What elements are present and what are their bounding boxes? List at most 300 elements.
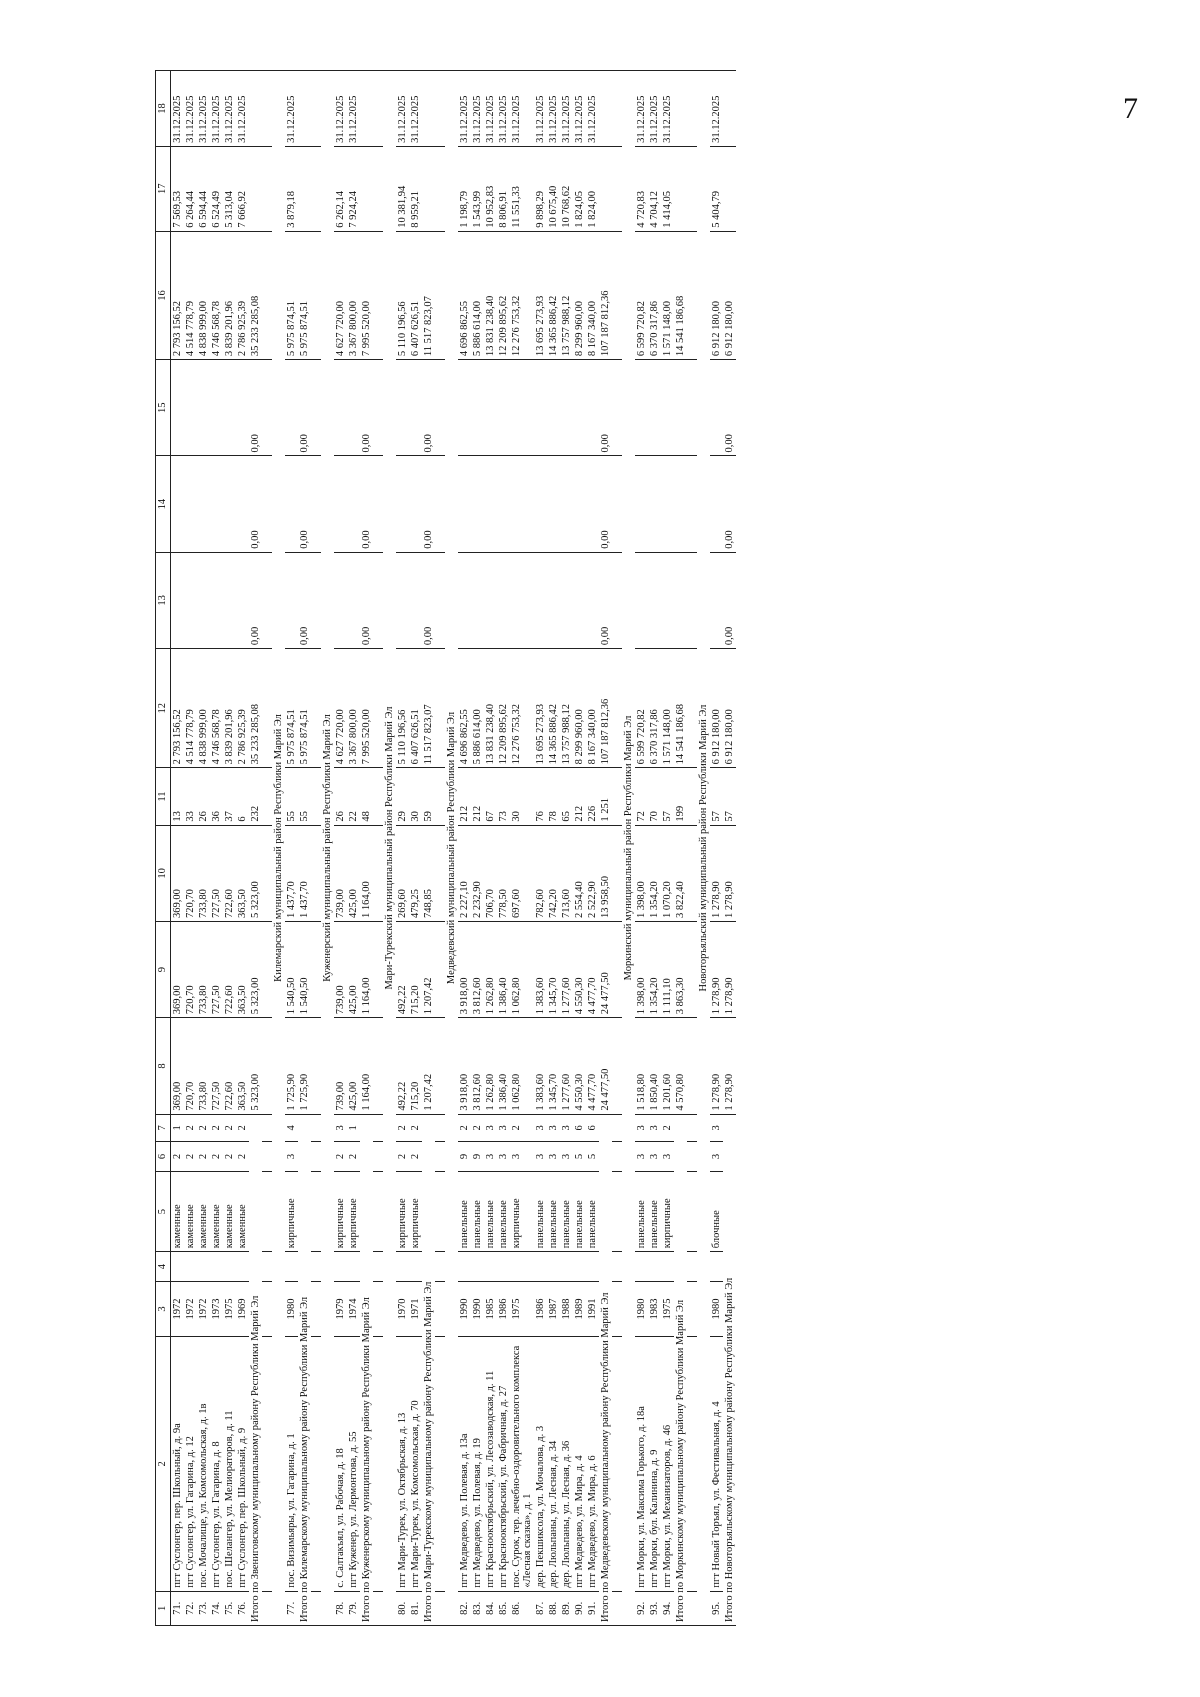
cell-col-7: 2: [661, 1114, 674, 1142]
cell-col-13: [586, 552, 599, 648]
cell-col-7: 6: [586, 1114, 599, 1142]
spacer-cell: [687, 146, 697, 231]
cell-col-5: панельные: [573, 1171, 586, 1251]
cell-col-9: 739,00: [334, 921, 347, 1017]
cell-col-6: 2: [171, 1142, 185, 1172]
cell-col-13: [347, 552, 360, 648]
table-row: [171, 71, 185, 1626]
total-cell-16: 5 975 874,51: [298, 231, 311, 359]
column-header-13: 13: [156, 552, 171, 648]
cell-col-7: 3: [334, 1114, 347, 1142]
cell-col-10: 697,60: [510, 825, 534, 921]
district-total-label: Итого по Мари-Турекскому муниципальному району Республики Марий Эл: [422, 1114, 435, 1625]
total-cell-11: 199: [674, 768, 687, 825]
cell-col-3: 1985: [484, 1282, 497, 1337]
cell-col-18: 31.12.2025: [236, 71, 249, 147]
total-cell-8: 1 207,42: [422, 1018, 435, 1114]
cell-col-15: [635, 360, 648, 456]
cell-col-8: 363,50: [236, 1018, 249, 1114]
cell-col-10: 739,00: [334, 825, 347, 921]
spacer-cell: [612, 1171, 622, 1251]
cell-col-16: 5 110 196,56: [396, 231, 409, 359]
cell-col-3: 1975: [661, 1282, 674, 1337]
cell-col-12: 5 110 196,56: [396, 649, 409, 768]
cell-col-7: 1: [171, 1114, 185, 1142]
total-cell-9: 3 863,30: [674, 921, 687, 1017]
cell-col-10: 425,00: [347, 825, 360, 921]
cell-col-13: [210, 552, 223, 648]
cell-col-7: 3: [710, 1114, 723, 1142]
cell-col-17: 6 594,44: [197, 146, 210, 231]
cell-col-18: 31.12.2025: [223, 71, 236, 147]
cell-col-2: дер. Пекшиксола, ул. Мочалова, д. 3: [534, 1337, 547, 1592]
cell-col-11: 65: [560, 768, 573, 825]
cell-col-4: [635, 1252, 648, 1282]
spacer-cell: [687, 1252, 697, 1282]
cell-col-12: 3 367 800,00: [347, 649, 360, 768]
cell-col-3: 1989: [573, 1282, 586, 1337]
total-cell-16: 11 517 823,07: [422, 231, 435, 359]
district-heading: Новоторъяльский муниципальный район Республики Марий Эл: [697, 71, 710, 1626]
cell-col-7: 3: [648, 1114, 661, 1142]
cell-col-12: 6 599 720,82: [635, 649, 648, 768]
cell-col-17: 10 381,94: [396, 146, 409, 231]
cell-col-18: 31.12.2025: [586, 71, 599, 147]
table-row: [285, 71, 298, 1626]
total-cell-16: 107 187 812,36: [599, 231, 612, 359]
spacer-cell: [311, 1337, 321, 1592]
spacer-cell: [262, 649, 272, 768]
cell-col-17: 1 824,00: [586, 146, 599, 231]
cell-col-9: 1 354,20: [648, 921, 661, 1017]
spacer-cell: [262, 71, 272, 147]
spacer-cell: [435, 768, 445, 825]
cell-col-14: [573, 456, 586, 552]
spacer-cell: [262, 921, 272, 1017]
cell-col-10: 742,20: [547, 825, 560, 921]
cell-col-4: [471, 1252, 484, 1282]
cell-col-13: [484, 552, 497, 648]
cell-col-6: 9: [471, 1142, 484, 1172]
cell-col-12: 5 886 614,00: [471, 649, 484, 768]
cell-col-11: 212: [471, 768, 484, 825]
cell-col-12: 12 276 753,32: [510, 649, 534, 768]
cell-col-8: 1 062,80: [510, 1018, 534, 1114]
cell-col-8: 3 812,60: [471, 1018, 484, 1114]
cell-col-2: пос. Мочалище, ул. Комсомольская, д. 1в: [197, 1337, 210, 1592]
cell-col-17: 6 262,14: [334, 146, 347, 231]
cell-col-6: 2: [334, 1142, 347, 1172]
cell-col-6: 3: [484, 1142, 497, 1172]
cell-col-14: [635, 456, 648, 552]
district-total-row: [422, 71, 435, 1626]
cell-col-3: 1990: [471, 1282, 484, 1337]
cell-col-6: 2: [347, 1142, 360, 1172]
cell-col-7: 2: [197, 1114, 210, 1142]
cell-col-8: 1 345,70: [547, 1018, 560, 1114]
cell-col-4: [534, 1252, 547, 1282]
total-cell-11: 57: [723, 768, 736, 825]
table-row: [334, 71, 347, 1626]
cell-col-8: 1 201,60: [661, 1018, 674, 1114]
spacer-cell: [373, 1018, 383, 1114]
column-header-12: 12: [156, 649, 171, 768]
column-header-2: 2: [156, 1337, 171, 1592]
cell-col-11: 36: [210, 768, 223, 825]
cell-col-13: [458, 552, 471, 648]
cell-col-3: 1991: [586, 1282, 599, 1337]
cell-col-18: 31.12.2025: [197, 71, 210, 147]
cell-col-9: 1 345,70: [547, 921, 560, 1017]
total-cell-15: 0,00: [360, 360, 373, 456]
district-heading: Куженерский муниципальный район Республики Марий Эл: [321, 71, 334, 1626]
cell-col-2: пос. Сурок, тер. лечебно-оздоровительного комплекса «Лесная сказка», д. 1: [510, 1337, 534, 1592]
cell-col-15: [648, 360, 661, 456]
total-cell-11: 1 251: [599, 768, 612, 825]
cell-col-5: панельные: [458, 1171, 471, 1251]
cell-col-10: 722,60: [223, 825, 236, 921]
spacer-cell: [262, 768, 272, 825]
cell-col-7: 4: [285, 1114, 298, 1142]
cell-col-10: 369,00: [171, 825, 185, 921]
cell-col-9: 369,00: [171, 921, 185, 1017]
cell-col-15: [484, 360, 497, 456]
cell-col-6: 2: [409, 1142, 422, 1172]
cell-col-12: 4 696 862,55: [458, 649, 471, 768]
cell-col-10: 1 354,20: [648, 825, 661, 921]
spacer-cell: [687, 71, 697, 147]
cell-col-13: [534, 552, 547, 648]
cell-col-17: 5 313,04: [223, 146, 236, 231]
cell-col-4: [573, 1252, 586, 1282]
cell-col-2: пгт Мари-Турек, ул. Комсомольская, д. 70: [409, 1337, 422, 1592]
cell-col-1: 82.: [458, 1591, 471, 1625]
spacer-cell: [311, 1142, 321, 1172]
spacer-cell: [435, 1114, 445, 1142]
cell-col-4: [184, 1252, 197, 1282]
total-cell-11: 232: [249, 768, 262, 825]
cell-col-15: [285, 360, 298, 456]
total-cell-18: [298, 71, 311, 147]
total-cell-8: 1 164,00: [360, 1018, 373, 1114]
spacer-cell: [311, 1591, 321, 1625]
table-body: [171, 71, 737, 1626]
column-header-17: 17: [156, 146, 171, 231]
cell-col-15: [184, 360, 197, 456]
spacer-cell: [262, 360, 272, 456]
spacer-row: [373, 71, 383, 1626]
cell-col-16: 5 886 614,00: [471, 231, 484, 359]
cell-col-17: 1 414,05: [661, 146, 674, 231]
cell-col-11: 67: [484, 768, 497, 825]
cell-col-5: панельные: [547, 1171, 560, 1251]
column-header-6: 6: [156, 1142, 171, 1172]
total-cell-10: 13 958,50: [599, 825, 612, 921]
cell-col-6: 2: [184, 1142, 197, 1172]
cell-col-14: [285, 456, 298, 552]
cell-col-5: кирпичные: [334, 1171, 347, 1251]
cell-col-17: 7 569,53: [171, 146, 185, 231]
total-cell-17: [298, 146, 311, 231]
cell-col-15: [560, 360, 573, 456]
spacer-cell: [435, 1018, 445, 1114]
cell-col-10: 363,50: [236, 825, 249, 921]
cell-col-18: 31.12.2025: [635, 71, 648, 147]
cell-col-4: [236, 1252, 249, 1282]
table-row: [510, 71, 534, 1626]
cell-col-15: [586, 360, 599, 456]
spacer-cell: [687, 1171, 697, 1251]
cell-col-1: 93.: [648, 1591, 661, 1625]
cell-col-13: [560, 552, 573, 648]
cell-col-10: 1 070,20: [661, 825, 674, 921]
cell-col-7: 3: [635, 1114, 648, 1142]
cell-col-15: [210, 360, 223, 456]
district-heading: Медведевский муниципальный район Республики Марий Эл: [445, 71, 458, 1626]
column-header-9: 9: [156, 921, 171, 1017]
spacer-cell: [687, 231, 697, 359]
district-heading-row: [445, 71, 458, 1626]
column-header-3: 3: [156, 1282, 171, 1337]
spacer-cell: [262, 1591, 272, 1625]
cell-col-12: 13 695 273,93: [534, 649, 547, 768]
cell-col-17: 3 879,18: [285, 146, 298, 231]
district-total-label: Итого по Куженерскому муниципальному району Республики Марий Эл: [360, 1114, 373, 1625]
cell-col-16: 4 696 862,55: [458, 231, 471, 359]
total-cell-9: 5 323,00: [249, 921, 262, 1017]
spacer-cell: [612, 231, 622, 359]
cell-col-5: кирпичные: [396, 1171, 409, 1251]
cell-col-17: 4 720,83: [635, 146, 648, 231]
cell-col-14: [347, 456, 360, 552]
table-row: [586, 71, 599, 1626]
cell-col-1: 73.: [197, 1591, 210, 1625]
spacer-cell: [373, 768, 383, 825]
total-cell-11: 48: [360, 768, 373, 825]
cell-col-18: 31.12.2025: [409, 71, 422, 147]
cell-col-5: кирпичные: [661, 1171, 674, 1251]
cell-col-6: 3: [285, 1142, 298, 1172]
table-row: [458, 71, 471, 1626]
cell-col-1: 75.: [223, 1591, 236, 1625]
cell-col-11: 30: [409, 768, 422, 825]
cell-col-2: пос. Шелангер, ул. Мелиораторов, д. 11: [223, 1337, 236, 1592]
cell-col-15: [197, 360, 210, 456]
total-cell-8: 1 278,90: [723, 1018, 736, 1114]
cell-col-4: [510, 1252, 534, 1282]
spacer-cell: [373, 921, 383, 1017]
cell-col-16: 8 299 960,00: [573, 231, 586, 359]
cell-col-16: 6 912 180,00: [710, 231, 723, 359]
column-header-11: 11: [156, 768, 171, 825]
district-heading: Килемарский муниципальный район Республики Марий Эл: [272, 71, 285, 1626]
spacer-cell: [262, 552, 272, 648]
cell-col-14: [184, 456, 197, 552]
cell-col-11: 73: [497, 768, 510, 825]
cell-col-15: [223, 360, 236, 456]
spacer-cell: [687, 1142, 697, 1172]
table-row: [573, 71, 586, 1626]
cell-col-17: 9 898,29: [534, 146, 547, 231]
cell-col-6: 3: [635, 1142, 648, 1172]
cell-col-9: 1 398,00: [635, 921, 648, 1017]
table-row: [635, 71, 648, 1626]
cell-col-10: 782,60: [534, 825, 547, 921]
cell-col-16: 13 695 273,93: [534, 231, 547, 359]
spacer-cell: [311, 825, 321, 921]
cell-col-10: 2 522,90: [586, 825, 599, 921]
cell-col-3: 1972: [184, 1282, 197, 1337]
cell-col-6: 3: [648, 1142, 661, 1172]
cell-col-16: 6 370 317,86: [648, 231, 661, 359]
total-cell-12: 7 995 520,00: [360, 649, 373, 768]
cell-col-4: [710, 1252, 723, 1282]
cell-col-8: 1 725,90: [285, 1018, 298, 1114]
cell-col-13: [197, 552, 210, 648]
spacer-cell: [435, 360, 445, 456]
spacer-row: [612, 71, 622, 1626]
cell-col-2: с. Салтакъял, ул. Рабочая, д. 18: [334, 1337, 347, 1592]
cell-col-13: [236, 552, 249, 648]
cell-col-3: 1979: [334, 1282, 347, 1337]
cell-col-5: панельные: [471, 1171, 484, 1251]
cell-col-3: 1972: [197, 1282, 210, 1337]
cell-col-6: 3: [510, 1142, 534, 1172]
cell-col-11: 30: [510, 768, 534, 825]
spacer-cell: [435, 1282, 445, 1337]
cell-col-12: 4 514 778,79: [184, 649, 197, 768]
district-heading-row: [272, 71, 285, 1626]
spacer-cell: [687, 768, 697, 825]
cell-col-12: 12 209 895,62: [497, 649, 510, 768]
cell-col-18: 31.12.2025: [560, 71, 573, 147]
cell-col-2: пгт Морки, ул. Максима Горького, д. 18а: [635, 1337, 648, 1592]
cell-col-10: 778,50: [497, 825, 510, 921]
cell-col-1: 84.: [484, 1591, 497, 1625]
cell-col-11: 78: [547, 768, 560, 825]
district-total-label: Итого по Килемарскому муниципальному району Республики Марий Эл: [298, 1114, 311, 1625]
spacer-cell: [262, 1282, 272, 1337]
cell-col-5: кирпичные: [510, 1171, 534, 1251]
cell-col-6: 3: [710, 1142, 723, 1172]
cell-col-8: 733,80: [197, 1018, 210, 1114]
cell-col-6: 2: [223, 1142, 236, 1172]
rotated-table-container: [155, 70, 1045, 1626]
spacer-cell: [373, 649, 383, 768]
spacer-cell: [311, 649, 321, 768]
cell-col-14: [396, 456, 409, 552]
cell-col-16: 8 167 340,00: [586, 231, 599, 359]
cell-col-11: 29: [396, 768, 409, 825]
total-cell-11: 59: [422, 768, 435, 825]
spacer-cell: [612, 1337, 622, 1592]
cell-col-2: пгт Медведево, ул. Мира, д. 4: [573, 1337, 586, 1592]
cell-col-4: [648, 1252, 661, 1282]
cell-col-16: 6 407 626,51: [409, 231, 422, 359]
cell-col-9: 3 918,00: [458, 921, 471, 1017]
cell-col-11: 212: [458, 768, 471, 825]
cell-col-10: 720,70: [184, 825, 197, 921]
spacer-cell: [311, 768, 321, 825]
spacer-cell: [435, 71, 445, 147]
spacer-cell: [612, 1282, 622, 1337]
housing-table: [155, 70, 736, 1626]
cell-col-15: [409, 360, 422, 456]
cell-col-18: 31.12.2025: [661, 71, 674, 147]
table-row: [347, 71, 360, 1626]
cell-col-13: [396, 552, 409, 648]
spacer-cell: [612, 921, 622, 1017]
spacer-row: [687, 71, 697, 1626]
cell-col-17: 1 543,99: [471, 146, 484, 231]
spacer-cell: [373, 231, 383, 359]
cell-col-14: [484, 456, 497, 552]
cell-col-7: 2: [409, 1114, 422, 1142]
cell-col-13: [334, 552, 347, 648]
cell-col-7: 3: [547, 1114, 560, 1142]
cell-col-15: [471, 360, 484, 456]
spacer-cell: [435, 231, 445, 359]
cell-col-16: 12 209 895,62: [497, 231, 510, 359]
table-row: [534, 71, 547, 1626]
page-number: 7: [1123, 92, 1138, 125]
cell-col-13: [510, 552, 534, 648]
cell-col-18: 31.12.2025: [184, 71, 197, 147]
total-cell-10: 1 278,90: [723, 825, 736, 921]
table-row: [223, 71, 236, 1626]
spacer-cell: [687, 552, 697, 648]
cell-col-9: 3 812,60: [471, 921, 484, 1017]
cell-col-10: 706,70: [484, 825, 497, 921]
total-cell-12: 14 541 186,68: [674, 649, 687, 768]
spacer-cell: [311, 146, 321, 231]
cell-col-18: 31.12.2025: [534, 71, 547, 147]
cell-col-3: 1983: [648, 1282, 661, 1337]
cell-col-2: дер. Люльпаны, ул. Лесная, д. 34: [547, 1337, 560, 1592]
cell-col-9: 1 062,80: [510, 921, 534, 1017]
spacer-cell: [612, 825, 622, 921]
cell-col-14: [223, 456, 236, 552]
cell-col-14: [334, 456, 347, 552]
cell-col-17: 1 198,79: [458, 146, 471, 231]
total-cell-12: 35 233 285,08: [249, 649, 262, 768]
cell-col-12: 2 793 156,52: [171, 649, 185, 768]
table-row: [560, 71, 573, 1626]
cell-col-9: 722,60: [223, 921, 236, 1017]
spacer-cell: [435, 921, 445, 1017]
cell-col-17: 10 675,40: [547, 146, 560, 231]
spacer-row: [262, 71, 272, 1626]
cell-col-1: 71.: [171, 1591, 185, 1625]
cell-col-6: 2: [210, 1142, 223, 1172]
total-cell-9: 1 540,50: [298, 921, 311, 1017]
spacer-cell: [612, 1018, 622, 1114]
spacer-cell: [262, 1018, 272, 1114]
header-row: [156, 71, 171, 1626]
cell-col-5: кирпичные: [409, 1171, 422, 1251]
cell-col-18: 31.12.2025: [347, 71, 360, 147]
cell-col-8: 492,22: [396, 1018, 409, 1114]
spacer-cell: [373, 1142, 383, 1172]
cell-col-14: [547, 456, 560, 552]
spacer-cell: [373, 1282, 383, 1337]
cell-col-8: 1 518,80: [635, 1018, 648, 1114]
spacer-cell: [435, 1142, 445, 1172]
cell-col-7: 6: [573, 1114, 586, 1142]
cell-col-8: 715,20: [409, 1018, 422, 1114]
cell-col-2: дер. Люльпаны, ул. Лесная, д. 36: [560, 1337, 573, 1592]
cell-col-9: 4 550,30: [573, 921, 586, 1017]
